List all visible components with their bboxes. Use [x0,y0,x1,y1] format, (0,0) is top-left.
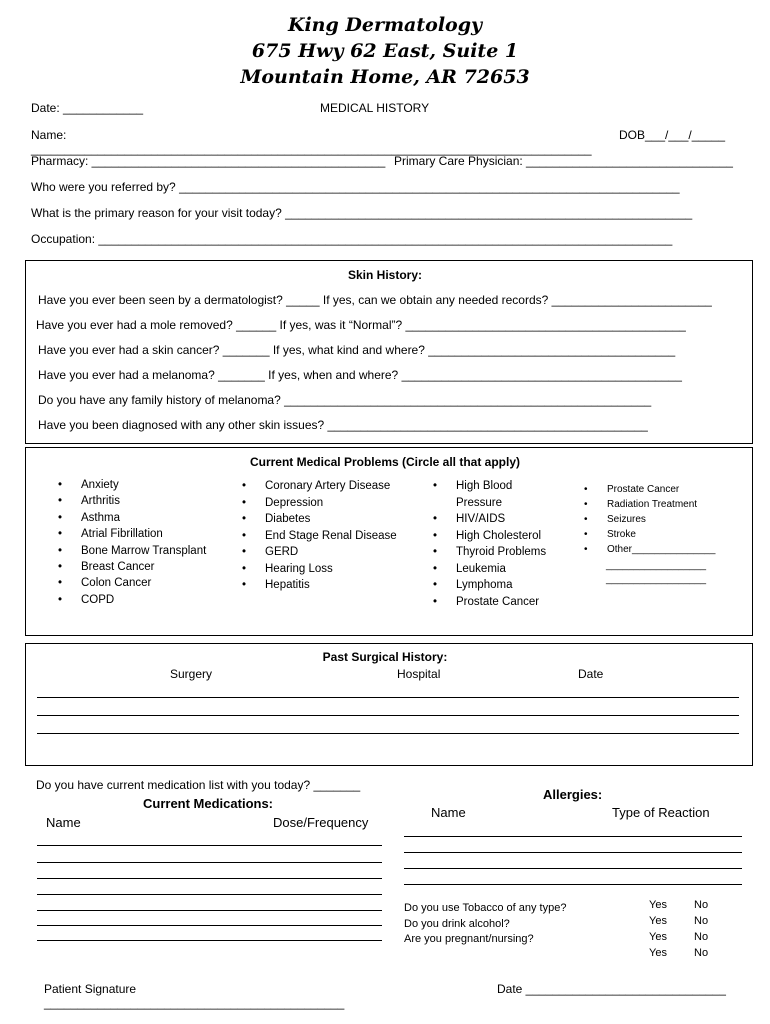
bullet-icon: • [58,544,63,557]
medical-problem-label: Breast Cancer [81,561,155,573]
surgery-line-1[interactable] [37,697,739,698]
bullet-icon: • [58,479,63,491]
tobacco-yes[interactable]: Yes [649,899,667,911]
medical-problem-label: Hepatitis [265,579,310,591]
skin-q-dermatologist[interactable]: Have you ever been seen by a dermatologist? _____ If yes, can we obtain any needed records? ________________________ [38,293,712,307]
problem-column-4 [584,484,744,564]
alcohol-no[interactable]: No [694,915,709,927]
patient-signature-field[interactable]: Patient Signature _____________________________________________ [44,982,345,1010]
bullet-icon: • [433,546,438,558]
problem-column-1 [58,479,233,605]
problem-column-2 [242,480,422,596]
bullet-icon: • [433,480,438,492]
medical-problem-label: Diabetes [265,513,311,525]
bullet-icon: • [584,544,588,555]
medication-line-6[interactable] [37,925,382,926]
bullet-icon: • [433,529,438,542]
pregnant-yes[interactable]: Yes [649,931,667,943]
allergy-reaction-header: Type of Reaction [612,805,710,820]
extra-no[interactable]: No [694,947,709,959]
medical-problem-label: Pressure [456,496,503,509]
medication-line-5[interactable] [37,910,382,911]
bullet-icon: • [433,513,438,525]
medical-problems-title: Current Medical Problems (Circle all that apply) [249,455,521,469]
medical-problem-label: GERD [265,546,299,558]
bullet-icon: • [242,529,247,542]
date-field[interactable]: Date: ____________ [31,101,144,115]
bullet-icon: • [58,511,63,524]
tobacco-no[interactable]: No [694,899,709,911]
medication-line-1[interactable] [37,845,382,846]
signature-date-field[interactable]: Date ______________________________ [497,982,726,996]
bullet-icon: • [584,529,588,540]
hospital-column-header: Hospital [397,667,441,681]
medical-problem-label: End Stage Renal Disease [265,529,397,542]
bullet-icon: • [58,495,63,508]
allergies-title: Allergies: [543,787,603,802]
bullet-icon: • [433,579,438,591]
medical-problem-label: HIV/AIDS [456,513,506,525]
medications-title: Current Medications: [143,796,274,811]
medical-problem-label: COPD [81,593,115,606]
medication-line-7[interactable] [37,940,382,941]
medical-problem-label: Other_______________ [607,544,716,555]
skin-q-skin-cancer[interactable]: Have you ever had a skin cancer? _______ If yes, what kind and where? _____________________________________ [38,343,676,357]
medication-dose-header: Dose/Frequency [273,815,369,830]
surgery-line-2[interactable] [37,715,739,716]
allergy-line-3[interactable] [404,868,742,869]
medical-problem-label: Lymphoma [456,579,513,591]
medical-problem-label: Atrial Fibrillation [81,528,163,541]
occupation-field[interactable]: Occupation: ______________________________________________________________________________________ [31,232,673,246]
pregnant-no[interactable]: No [694,931,709,943]
medical-problem-label: Prostate Cancer [456,595,540,608]
other-blank-2[interactable]: __________________ [606,574,707,585]
medication-line-2[interactable] [37,862,382,863]
bullet-icon: • [242,562,247,575]
bullet-icon: • [242,496,247,509]
allergy-line-2[interactable] [404,852,742,853]
allergy-line-4[interactable] [404,884,742,885]
bullet-icon: • [242,546,247,558]
form-title: MEDICAL HISTORY [320,101,430,115]
bullet-icon: • [242,513,247,525]
medication-line-4[interactable] [37,894,382,895]
allergy-name-header: Name [431,805,466,820]
medical-problem-label: Radiation Treatment [607,499,698,510]
surgery-date-column-header: Date [578,667,604,681]
bullet-icon: • [433,562,438,575]
medical-problem-label: High Cholesterol [456,529,542,542]
medical-problem-label: Colon Cancer [81,577,152,590]
pcp-field[interactable]: Primary Care Physician: _______________________________ [394,154,733,168]
pregnant-question: Are you pregnant/nursing? [404,933,534,945]
alcohol-question: Do you drink alcohol? [404,918,510,930]
medical-problem-label: Coronary Artery Disease [265,480,391,492]
medical-problem-label: Seizures [607,514,646,525]
bullet-icon: • [58,561,63,573]
bullet-icon: • [58,593,63,606]
allergy-line-1[interactable] [404,836,742,837]
extra-yes[interactable]: Yes [649,947,667,959]
referred-field[interactable]: Who were you referred by? ___________________________________________________________________________ [31,180,680,194]
surgery-line-3[interactable] [37,733,739,734]
surgical-history-title: Past Surgical History: [322,650,448,664]
bullet-icon: • [242,480,247,492]
medical-problem-label: Depression [265,496,324,509]
other-blank-1[interactable]: __________________ [606,560,707,571]
medical-problem-label: Asthma [81,511,120,524]
medication-name-header: Name [46,815,81,830]
dob-field[interactable]: DOB___/___/_____ [619,128,726,142]
bullet-icon: • [584,514,588,525]
medical-problem-label: High Blood [456,480,513,492]
medical-problem-label: Prostate Cancer [607,484,680,495]
name-field[interactable]: Name: ____________________________________________________________________________________ [31,128,592,156]
surgery-column-header: Surgery [170,667,213,681]
problem-column-3 [433,480,573,612]
medical-problem-label: Thyroid Problems [456,546,547,558]
clinic-city: Mountain Home, AR 72653 [240,66,530,88]
skin-q-mole[interactable]: Have you ever had a mole removed? ______ If yes, was it “Normal”? __________________________________________ [36,318,686,332]
medical-problem-label: Arthritis [81,495,120,508]
medical-problem-label: Anxiety [81,479,119,491]
medical-problem-label: Hearing Loss [265,562,333,575]
medical-problem-label: Leukemia [456,562,506,575]
bullet-icon: • [433,595,438,608]
bullet-icon: • [58,528,63,541]
skin-q-other-issues[interactable]: Have you been diagnosed with any other skin issues? ________________________________________________ [38,418,648,432]
alcohol-yes[interactable]: Yes [649,915,667,927]
clinic-name: King Dermatology [287,14,483,36]
medical-problem-label: Stroke [607,529,636,540]
skin-q-family-melanoma[interactable]: Do you have any family history of melanoma? _______________________________________________________ [38,393,652,407]
medication-list-question[interactable]: Do you have current medication list with you today? _______ [36,778,361,792]
bullet-icon: • [584,484,588,495]
reason-field[interactable]: What is the primary reason for your visit today? _____________________________________________________________ [31,206,693,220]
medical-problem-label: Bone Marrow Transplant [81,544,207,557]
bullet-icon: • [242,579,247,591]
medication-line-3[interactable] [37,878,382,879]
tobacco-question: Do you use Tobacco of any type? [404,902,567,914]
bullet-icon: • [584,499,588,510]
pharmacy-field[interactable]: Pharmacy: ____________________________________________ [31,154,386,168]
skin-history-title: Skin History: [347,268,422,282]
bullet-icon: • [58,577,63,590]
skin-q-melanoma[interactable]: Have you ever had a melanoma? _______ If yes, when and where? __________________________________________ [38,368,682,382]
clinic-address: 675 Hwy 62 East, Suite 1 [251,40,519,62]
